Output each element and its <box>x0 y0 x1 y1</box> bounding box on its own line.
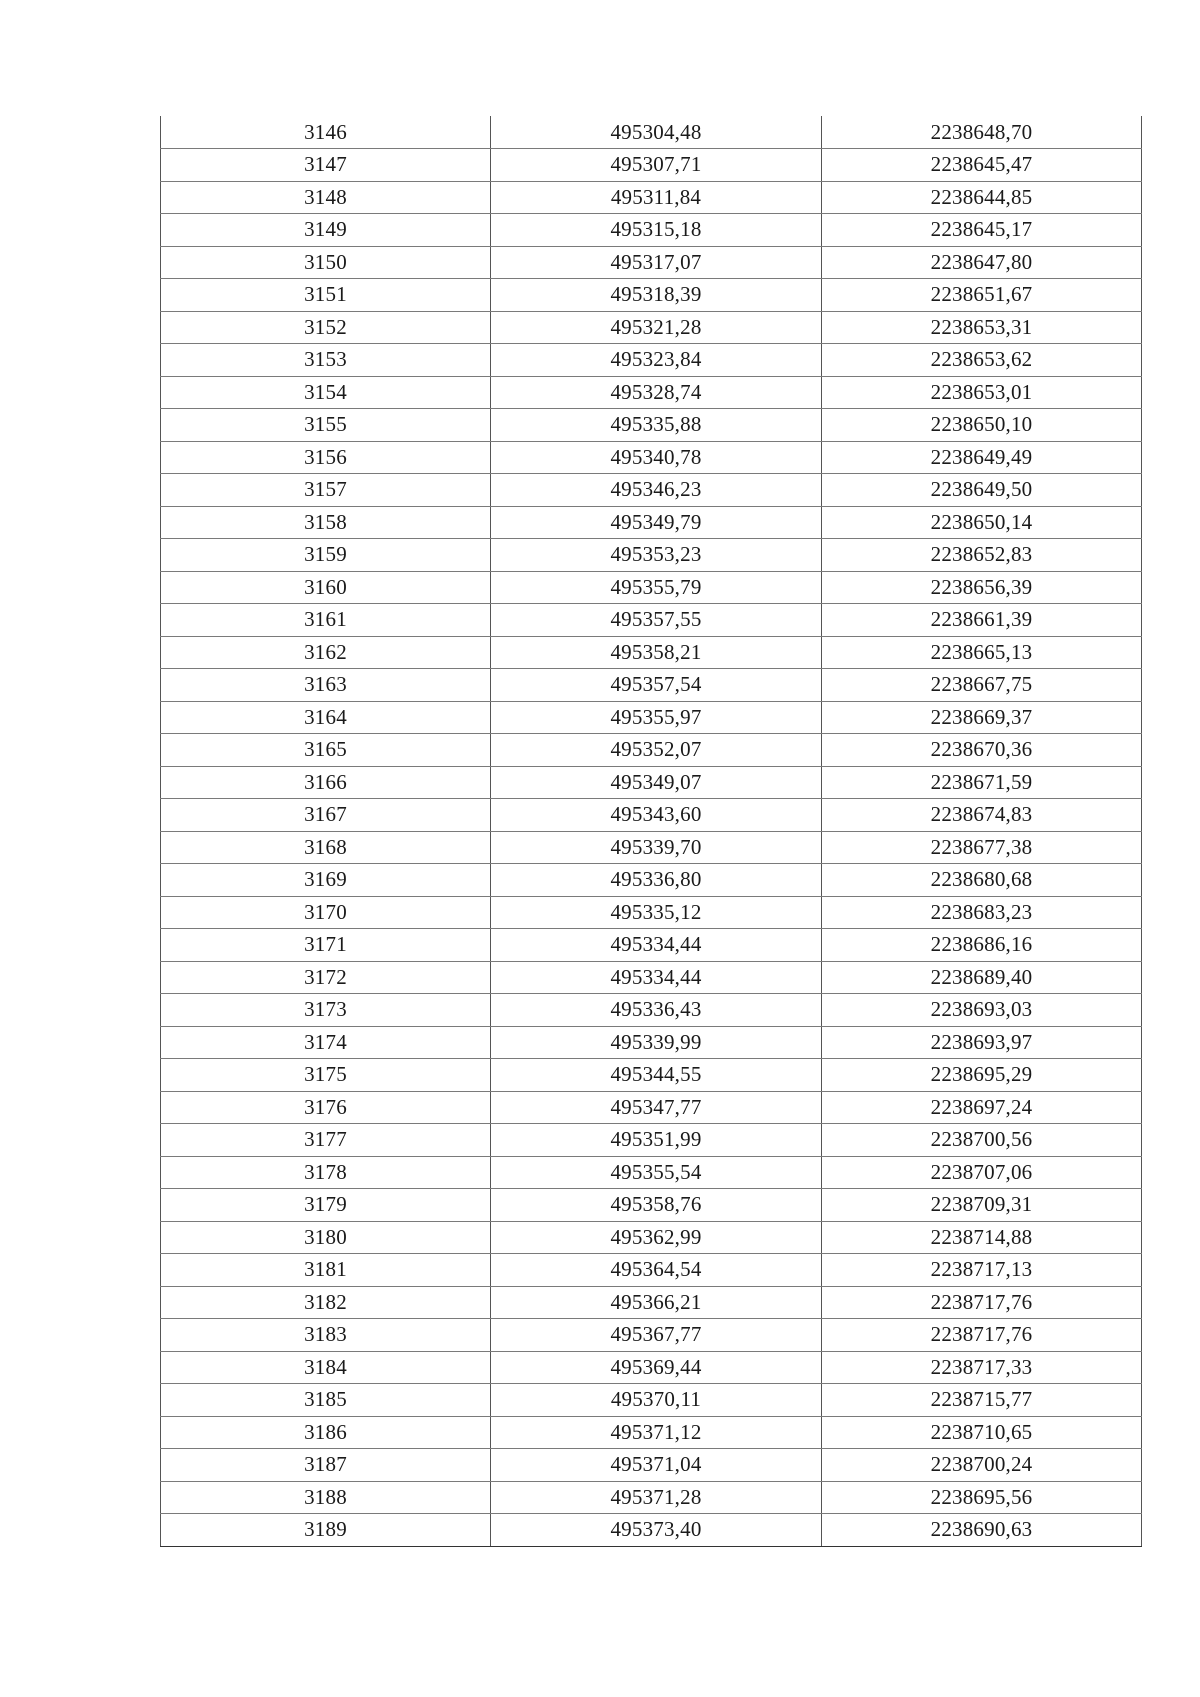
point-number-cell: 3150 <box>161 246 491 279</box>
table-row <box>161 246 1142 279</box>
table-row <box>161 474 1142 507</box>
y-coordinate-cell: 2238649,49 <box>822 441 1142 474</box>
x-coordinate-cell: 495311,84 <box>491 181 822 214</box>
x-coordinate-cell: 495334,44 <box>491 961 822 994</box>
y-coordinate-cell: 2238644,85 <box>822 181 1142 214</box>
x-coordinate-cell: 495346,23 <box>491 474 822 507</box>
table-row <box>161 1481 1142 1514</box>
x-coordinate-cell: 495353,23 <box>491 539 822 572</box>
point-number-cell: 3174 <box>161 1026 491 1059</box>
table-row <box>161 864 1142 897</box>
table-row <box>161 831 1142 864</box>
table-row <box>161 636 1142 669</box>
y-coordinate-cell: 2238652,83 <box>822 539 1142 572</box>
x-coordinate-cell: 495339,99 <box>491 1026 822 1059</box>
x-coordinate-cell: 495371,04 <box>491 1449 822 1482</box>
table-row <box>161 1059 1142 1092</box>
y-coordinate-cell: 2238717,76 <box>822 1319 1142 1352</box>
point-number-cell: 3177 <box>161 1124 491 1157</box>
table-row <box>161 571 1142 604</box>
x-coordinate-cell: 495357,55 <box>491 604 822 637</box>
point-number-cell: 3173 <box>161 994 491 1027</box>
x-coordinate-cell: 495318,39 <box>491 279 822 312</box>
point-number-cell: 3165 <box>161 734 491 767</box>
table-row <box>161 1189 1142 1222</box>
x-coordinate-cell: 495307,71 <box>491 149 822 182</box>
x-coordinate-cell: 495351,99 <box>491 1124 822 1157</box>
y-coordinate-cell: 2238661,39 <box>822 604 1142 637</box>
x-coordinate-cell: 495349,79 <box>491 506 822 539</box>
y-coordinate-cell: 2238709,31 <box>822 1189 1142 1222</box>
x-coordinate-cell: 495364,54 <box>491 1254 822 1287</box>
table-row <box>161 1091 1142 1124</box>
y-coordinate-cell: 2238683,23 <box>822 896 1142 929</box>
x-coordinate-cell: 495335,88 <box>491 409 822 442</box>
point-number-cell: 3167 <box>161 799 491 832</box>
y-coordinate-cell: 2238677,38 <box>822 831 1142 864</box>
y-coordinate-cell: 2238686,16 <box>822 929 1142 962</box>
y-coordinate-cell: 2238650,10 <box>822 409 1142 442</box>
table-row <box>161 1286 1142 1319</box>
point-number-cell: 3184 <box>161 1351 491 1384</box>
y-coordinate-cell: 2238651,67 <box>822 279 1142 312</box>
table-row <box>161 766 1142 799</box>
x-coordinate-cell: 495343,60 <box>491 799 822 832</box>
x-coordinate-cell: 495371,12 <box>491 1416 822 1449</box>
table-row <box>161 149 1142 182</box>
y-coordinate-cell: 2238653,31 <box>822 311 1142 344</box>
x-coordinate-cell: 495317,07 <box>491 246 822 279</box>
table-row <box>161 1384 1142 1417</box>
point-number-cell: 3155 <box>161 409 491 442</box>
table-row <box>161 1514 1142 1547</box>
point-number-cell: 3153 <box>161 344 491 377</box>
y-coordinate-cell: 2238695,56 <box>822 1481 1142 1514</box>
table-row <box>161 1416 1142 1449</box>
table-row <box>161 1319 1142 1352</box>
y-coordinate-cell: 2238645,17 <box>822 214 1142 247</box>
table-row <box>161 669 1142 702</box>
x-coordinate-cell: 495336,80 <box>491 864 822 897</box>
point-number-cell: 3179 <box>161 1189 491 1222</box>
table-row <box>161 1026 1142 1059</box>
y-coordinate-cell: 2238674,83 <box>822 799 1142 832</box>
table-row <box>161 1351 1142 1384</box>
table-row <box>161 604 1142 637</box>
y-coordinate-cell: 2238680,68 <box>822 864 1142 897</box>
point-number-cell: 3163 <box>161 669 491 702</box>
table-row <box>161 181 1142 214</box>
y-coordinate-cell: 2238650,14 <box>822 506 1142 539</box>
y-coordinate-cell: 2238656,39 <box>822 571 1142 604</box>
x-coordinate-cell: 495369,44 <box>491 1351 822 1384</box>
y-coordinate-cell: 2238700,56 <box>822 1124 1142 1157</box>
x-coordinate-cell: 495334,44 <box>491 929 822 962</box>
point-number-cell: 3186 <box>161 1416 491 1449</box>
point-number-cell: 3170 <box>161 896 491 929</box>
table-row <box>161 994 1142 1027</box>
x-coordinate-cell: 495355,54 <box>491 1156 822 1189</box>
table-row <box>161 929 1142 962</box>
x-coordinate-cell: 495339,70 <box>491 831 822 864</box>
x-coordinate-cell: 495323,84 <box>491 344 822 377</box>
point-number-cell: 3157 <box>161 474 491 507</box>
point-number-cell: 3189 <box>161 1514 491 1547</box>
point-number-cell: 3172 <box>161 961 491 994</box>
table-row <box>161 506 1142 539</box>
table-row <box>161 116 1142 149</box>
y-coordinate-cell: 2238697,24 <box>822 1091 1142 1124</box>
x-coordinate-cell: 495371,28 <box>491 1481 822 1514</box>
table-row <box>161 311 1142 344</box>
table-row <box>161 1449 1142 1482</box>
x-coordinate-cell: 495335,12 <box>491 896 822 929</box>
table-row <box>161 701 1142 734</box>
y-coordinate-cell: 2238715,77 <box>822 1384 1142 1417</box>
point-number-cell: 3188 <box>161 1481 491 1514</box>
y-coordinate-cell: 2238645,47 <box>822 149 1142 182</box>
point-number-cell: 3156 <box>161 441 491 474</box>
x-coordinate-cell: 495355,97 <box>491 701 822 734</box>
y-coordinate-cell: 2238690,63 <box>822 1514 1142 1547</box>
y-coordinate-cell: 2238671,59 <box>822 766 1142 799</box>
point-number-cell: 3183 <box>161 1319 491 1352</box>
table-row <box>161 376 1142 409</box>
point-number-cell: 3148 <box>161 181 491 214</box>
x-coordinate-cell: 495370,11 <box>491 1384 822 1417</box>
x-coordinate-cell: 495349,07 <box>491 766 822 799</box>
point-number-cell: 3147 <box>161 149 491 182</box>
table-row <box>161 1156 1142 1189</box>
x-coordinate-cell: 495336,43 <box>491 994 822 1027</box>
point-number-cell: 3159 <box>161 539 491 572</box>
y-coordinate-cell: 2238689,40 <box>822 961 1142 994</box>
point-number-cell: 3175 <box>161 1059 491 1092</box>
x-coordinate-cell: 495344,55 <box>491 1059 822 1092</box>
table-row <box>161 539 1142 572</box>
x-coordinate-cell: 495328,74 <box>491 376 822 409</box>
x-coordinate-cell: 495355,79 <box>491 571 822 604</box>
x-coordinate-cell: 495321,28 <box>491 311 822 344</box>
table-row <box>161 799 1142 832</box>
table-row <box>161 734 1142 767</box>
point-number-cell: 3182 <box>161 1286 491 1319</box>
coordinates-table <box>160 116 1142 1547</box>
x-coordinate-cell: 495352,07 <box>491 734 822 767</box>
table-row <box>161 1254 1142 1287</box>
x-coordinate-cell: 495357,54 <box>491 669 822 702</box>
y-coordinate-cell: 2238695,29 <box>822 1059 1142 1092</box>
point-number-cell: 3168 <box>161 831 491 864</box>
point-number-cell: 3146 <box>161 116 491 149</box>
coordinates-table-body <box>161 116 1142 1546</box>
point-number-cell: 3187 <box>161 1449 491 1482</box>
point-number-cell: 3161 <box>161 604 491 637</box>
y-coordinate-cell: 2238667,75 <box>822 669 1142 702</box>
y-coordinate-cell: 2238707,06 <box>822 1156 1142 1189</box>
y-coordinate-cell: 2238670,36 <box>822 734 1142 767</box>
y-coordinate-cell: 2238648,70 <box>822 116 1142 149</box>
point-number-cell: 3154 <box>161 376 491 409</box>
x-coordinate-cell: 495304,48 <box>491 116 822 149</box>
x-coordinate-cell: 495347,77 <box>491 1091 822 1124</box>
y-coordinate-cell: 2238649,50 <box>822 474 1142 507</box>
point-number-cell: 3181 <box>161 1254 491 1287</box>
y-coordinate-cell: 2238693,03 <box>822 994 1142 1027</box>
y-coordinate-cell: 2238665,13 <box>822 636 1142 669</box>
y-coordinate-cell: 2238717,33 <box>822 1351 1142 1384</box>
point-number-cell: 3166 <box>161 766 491 799</box>
point-number-cell: 3160 <box>161 571 491 604</box>
y-coordinate-cell: 2238653,62 <box>822 344 1142 377</box>
point-number-cell: 3185 <box>161 1384 491 1417</box>
table-row <box>161 441 1142 474</box>
y-coordinate-cell: 2238717,76 <box>822 1286 1142 1319</box>
table-row <box>161 1221 1142 1254</box>
y-coordinate-cell: 2238653,01 <box>822 376 1142 409</box>
point-number-cell: 3151 <box>161 279 491 312</box>
table-row <box>161 409 1142 442</box>
point-number-cell: 3176 <box>161 1091 491 1124</box>
point-number-cell: 3152 <box>161 311 491 344</box>
point-number-cell: 3162 <box>161 636 491 669</box>
x-coordinate-cell: 495315,18 <box>491 214 822 247</box>
x-coordinate-cell: 495367,77 <box>491 1319 822 1352</box>
table-row <box>161 279 1142 312</box>
table-row <box>161 896 1142 929</box>
table-row <box>161 214 1142 247</box>
x-coordinate-cell: 495366,21 <box>491 1286 822 1319</box>
y-coordinate-cell: 2238710,65 <box>822 1416 1142 1449</box>
y-coordinate-cell: 2238714,88 <box>822 1221 1142 1254</box>
point-number-cell: 3171 <box>161 929 491 962</box>
point-number-cell: 3158 <box>161 506 491 539</box>
table-row <box>161 344 1142 377</box>
x-coordinate-cell: 495373,40 <box>491 1514 822 1547</box>
y-coordinate-cell: 2238647,80 <box>822 246 1142 279</box>
x-coordinate-cell: 495358,21 <box>491 636 822 669</box>
table-row <box>161 961 1142 994</box>
x-coordinate-cell: 495358,76 <box>491 1189 822 1222</box>
point-number-cell: 3169 <box>161 864 491 897</box>
point-number-cell: 3149 <box>161 214 491 247</box>
x-coordinate-cell: 495340,78 <box>491 441 822 474</box>
y-coordinate-cell: 2238669,37 <box>822 701 1142 734</box>
y-coordinate-cell: 2238693,97 <box>822 1026 1142 1059</box>
x-coordinate-cell: 495362,99 <box>491 1221 822 1254</box>
table-row <box>161 1124 1142 1157</box>
point-number-cell: 3178 <box>161 1156 491 1189</box>
y-coordinate-cell: 2238700,24 <box>822 1449 1142 1482</box>
point-number-cell: 3164 <box>161 701 491 734</box>
y-coordinate-cell: 2238717,13 <box>822 1254 1142 1287</box>
point-number-cell: 3180 <box>161 1221 491 1254</box>
